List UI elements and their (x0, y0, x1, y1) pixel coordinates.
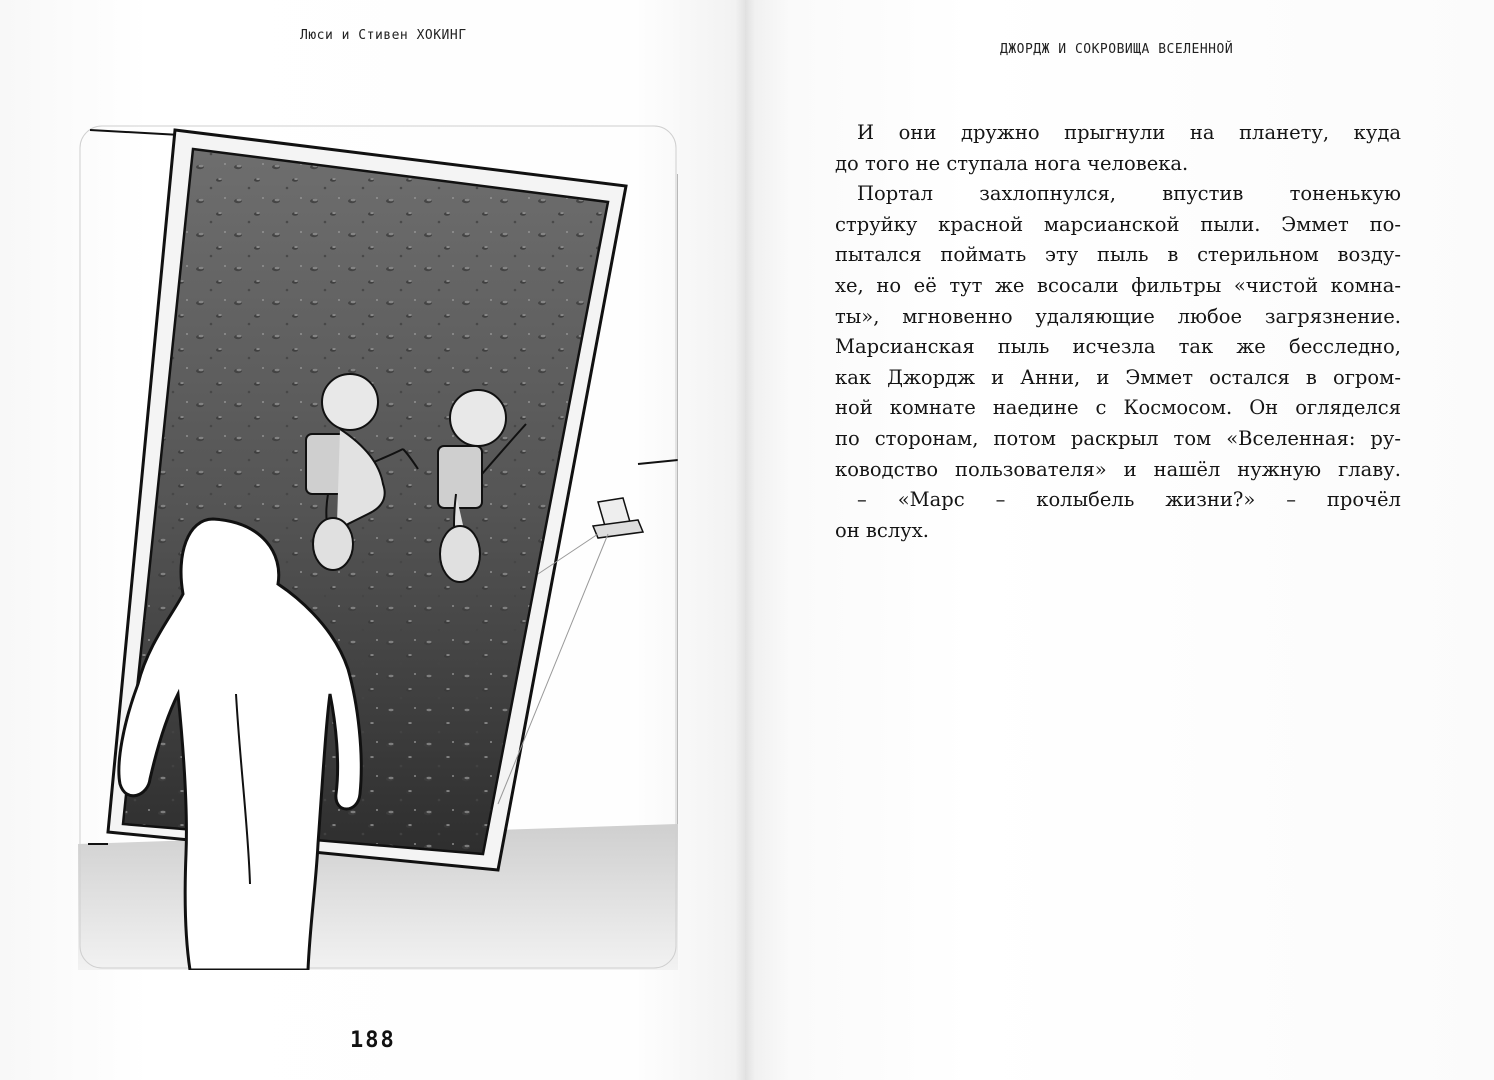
text-line: пытался поймать эту пыль в стерильном возду- (835, 243, 1401, 267)
text-line: – «Марс – колыбель жизни?» – прочёл (857, 488, 1401, 512)
text-line: Портал захлопнулся, впустив тоненькую (857, 182, 1401, 206)
laptop-icon (593, 498, 643, 538)
text-line: ководство пользователя» и нашёл нужную главу. (835, 457, 1401, 481)
text-line: как Джордж и Анни, и Эммет остался в огром- (835, 365, 1401, 389)
text-line: И они дружно прыгнули на планету, куда (857, 121, 1401, 144)
page-number: 188 (350, 1028, 396, 1053)
body-text (835, 118, 1401, 546)
wall-line (638, 460, 678, 464)
text-line: он вслух. (835, 518, 929, 542)
text-line: до того не ступала нога человека. (835, 151, 1189, 175)
text-line: ты», мгновенно удаляющие любое загрязнение. (835, 304, 1401, 328)
text-line: струйку красной марсианской пыли. Эммет по- (835, 212, 1401, 236)
text-line: Марсианская пыль исчезла так же бесследно, (835, 335, 1401, 359)
book-gutter (735, 0, 755, 1080)
text-line: по сторонам, потом раскрыл том «Вселенная: ру- (835, 426, 1401, 450)
text-line: ной комнате наедине с Космосом. Он огляделся (835, 396, 1401, 420)
left-running-head: Люси и Стивен ХОКИНГ (300, 28, 467, 43)
right-running-head: ДЖОРДЖ И СОКРОВИЩА ВСЕЛЕННОЙ (1000, 42, 1234, 57)
portal-illustration (78, 124, 678, 970)
text-line: хе, но её тут же всосали фильтры «чистой комна- (835, 273, 1401, 297)
